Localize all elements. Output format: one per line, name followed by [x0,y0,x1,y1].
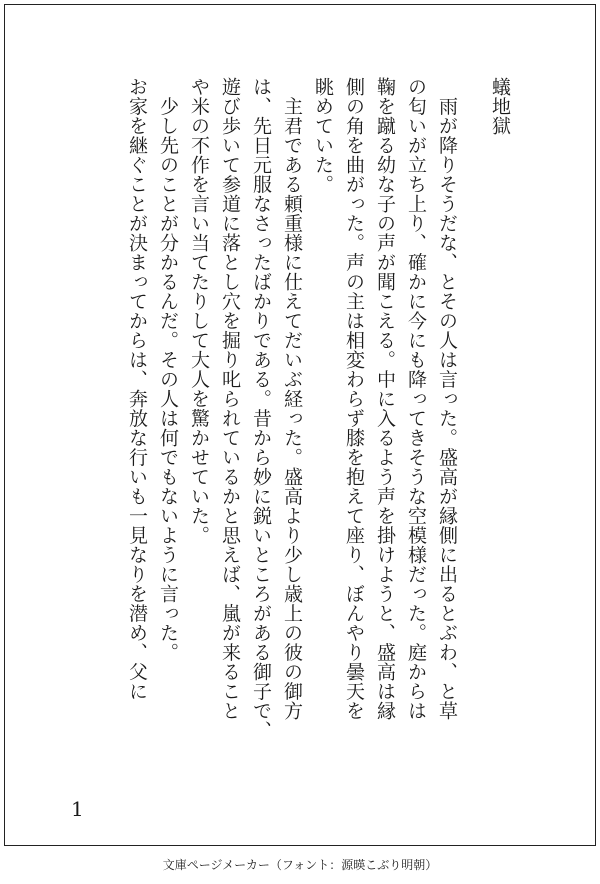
vertical-text-body [121,77,515,757]
body-line: 遊び歩いて参道に落とし穴を掘り叱られているかと思えば、嵐が来ること [219,77,241,721]
body-line: 眺めていた。 [312,77,334,194]
body-line: や米の不作を言い当てたりして大人を驚かせていた。 [188,77,210,545]
story-title: 蟻地獄 [489,77,511,136]
body-line: の匂いが立ち上り、確かに今にも降ってきそうな空模様だった。庭からは [405,77,427,721]
body-line: 雨が降りそうだな、とその人は言った。盛高が縁側に出るとぶわ、と草 [436,77,458,721]
body-line: 主君である頼重様に仕えてだいぶ経った。盛高より少し歳上の彼の御方 [281,77,303,721]
body-line: 鞠を蹴る幼な子の声が聞こえる。中に入るよう声を掛けようと、盛高は縁 [374,77,396,721]
page-frame [4,4,596,846]
body-line: 少し先のことが分かるんだ。その人は何でもないように言った。 [157,77,179,662]
body-line: 側の角を曲がった。声の主は相変わらず膝を抱えて座り、ぼんやり曇天を [343,77,365,721]
body-line: お家を継ぐことが決まってからは、奔放な行いも一見なりを潜め、父に [126,77,148,701]
body-line: は、先日元服なさったばかりである。昔から妙に鋭いところがある御子で、 [250,77,272,740]
footer-credit: 文庫ページメーカー（フォント：源暎こぶり明朝） [162,858,438,872]
page-number: 1 [71,797,84,821]
